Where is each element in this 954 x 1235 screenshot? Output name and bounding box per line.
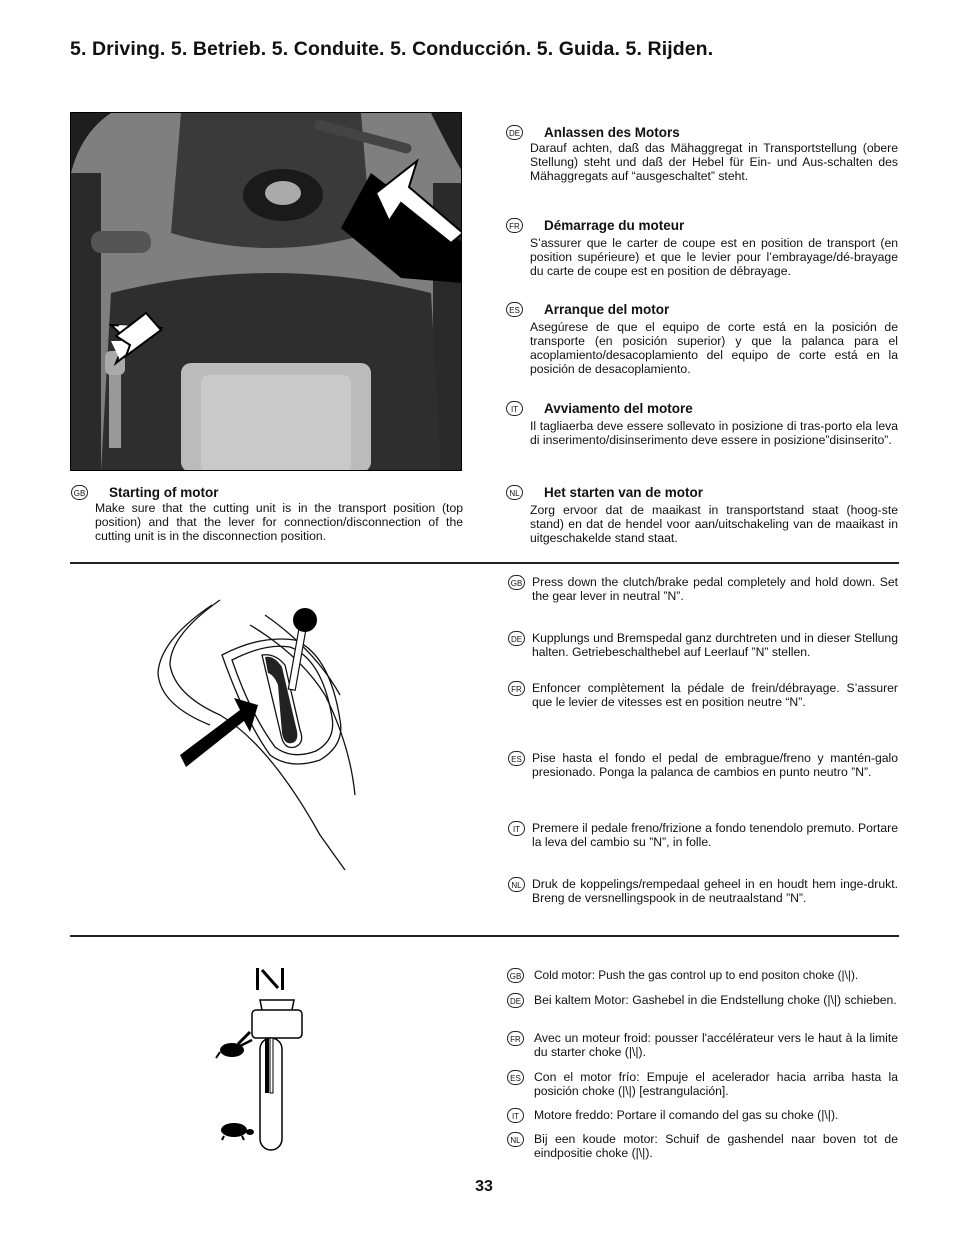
text-es: Con el motor frío: Empuje el acelerador hacia arriba hasta la posición choke (|\|) [estrangulación].	[534, 1070, 898, 1098]
text-es: Asegúrese de que el equipo de corte está en la posición de transporte (en posición superior) y que la palanca para el acoplamiento/desacoplamiento del equipo de corte está en la posición de desacoplamiento.	[530, 320, 898, 376]
lang-badge-gb: GB	[508, 575, 525, 590]
text-fr: Enfoncer complètement la pédale de frein/débrayage. S’assurer que le levier de vitesses est en position neutre “N”.	[532, 681, 898, 709]
divider	[70, 935, 899, 937]
text-nl: Bij een koude motor: Schuif de gashendel naar boven tot de eindpositie choke (|\|).	[534, 1132, 898, 1160]
turtle-icon	[221, 1123, 254, 1140]
heading-gb: Starting of motor	[109, 485, 219, 500]
text-nl: Zorg ervoor dat de maaikast in transportstand staat (hoog-ste stand) en dat de hendel voor aan/uitschakeling van de maaikast in uitgeschakelde stand staat.	[530, 503, 898, 545]
heading-fr: Démarrage du moteur	[544, 218, 685, 233]
rabbit-icon	[216, 1032, 252, 1058]
text-de: Bei kaltem Motor: Gashebel in die Endstellung choke (|\|) schieben.	[534, 993, 897, 1007]
text-gb: Press down the clutch/brake pedal completely and hold down. Set the gear lever in neutral ”N”.	[532, 575, 898, 603]
lang-badge-de: DE	[508, 631, 525, 646]
text-de: Kupplungs und Bremspedal ganz durchtreten und in dieser Stellung halten. Getriebeschalthebel auf Leerlauf ”N” stellen.	[532, 631, 898, 659]
heading-nl: Het starten van de motor	[544, 485, 704, 500]
text-de: Darauf achten, daß das Mähaggregat in Transportstellung (obere Stellung) steht und daß der Hebel für Ein- und Aus-schalten des Mähaggregats auf “ausgeschaltet” steht.	[530, 141, 898, 183]
lang-badge-es: ES	[507, 1070, 524, 1085]
heading-it: Avviamento del motore	[544, 401, 693, 416]
lang-badge-nl: NL	[507, 1132, 524, 1147]
lang-badge-es: ES	[506, 302, 523, 317]
text-nl: Druk de koppelings/rempedaal geheel in en houdt hem inge-drukt. Breng de versnellingspook in de neutraalstand ”N”.	[532, 877, 898, 905]
page-title: 5. Driving. 5. Betrieb. 5. Conduite. 5. Conducción. 5. Guida. 5. Rijden.	[70, 38, 714, 60]
throttle-illustration	[210, 960, 310, 1160]
lang-badge-fr: FR	[506, 218, 523, 233]
lang-badge-it: IT	[506, 401, 523, 416]
lang-badge-gb: GB	[507, 968, 524, 983]
heading-es: Arranque del motor	[544, 302, 670, 317]
lang-badge-it: IT	[508, 821, 525, 836]
text-gb: Make sure that the cutting unit is in the transport position (top position) and that the lever for connection/disconnection of the cutting unit is in the disconnection position.	[95, 501, 463, 543]
lang-badge-fr: FR	[508, 681, 525, 696]
text-es: Pise hasta el fondo el pedal de embrague/freno y mantén-galo presionado. Ponga la palanca de cambios en punto neutro ”N”.	[532, 751, 898, 779]
lang-badge-nl: NL	[508, 877, 525, 892]
divider	[70, 562, 899, 564]
gear-lever-illustration	[150, 595, 400, 875]
lang-badge-nl: NL	[506, 485, 523, 500]
text-gb: Cold motor: Push the gas control up to end positon choke (|\|).	[534, 968, 859, 982]
page-number: 33	[475, 1178, 493, 1195]
choke-icon	[256, 968, 284, 990]
lang-badge-de: DE	[506, 125, 523, 140]
text-it: Premere il pedale freno/frizione a fondo tenendolo premuto. Portare la leva del cambio su ”N”, in folle.	[532, 821, 898, 849]
heading-de: Anlassen des Motors	[544, 125, 680, 140]
text-fr: S’assurer que le carter de coupe est en position de transport (en position supérieure) et que le levier pour l’embrayage/dé-brayage du carte de coupe est en position de débrayage.	[530, 236, 898, 278]
text-fr: Avec un moteur froid: pousser l'accélérateur vers le haut à la limite du starter choke (|\|).	[534, 1031, 898, 1059]
tractor-photo	[70, 112, 462, 471]
lang-badge-it: IT	[507, 1108, 524, 1123]
lang-badge-de: DE	[507, 993, 524, 1008]
text-it: Il tagliaerba deve essere sollevato in posizione di tras-porto ela leva di inserimento/disinserimento deve essere in posizione”disinserito”.	[530, 419, 898, 447]
text-it: Motore freddo: Portare il comando del gas su choke (|\|).	[534, 1108, 839, 1122]
lang-badge-fr: FR	[507, 1031, 524, 1046]
lang-badge-gb: GB	[71, 485, 88, 500]
lang-badge-es: ES	[508, 751, 525, 766]
